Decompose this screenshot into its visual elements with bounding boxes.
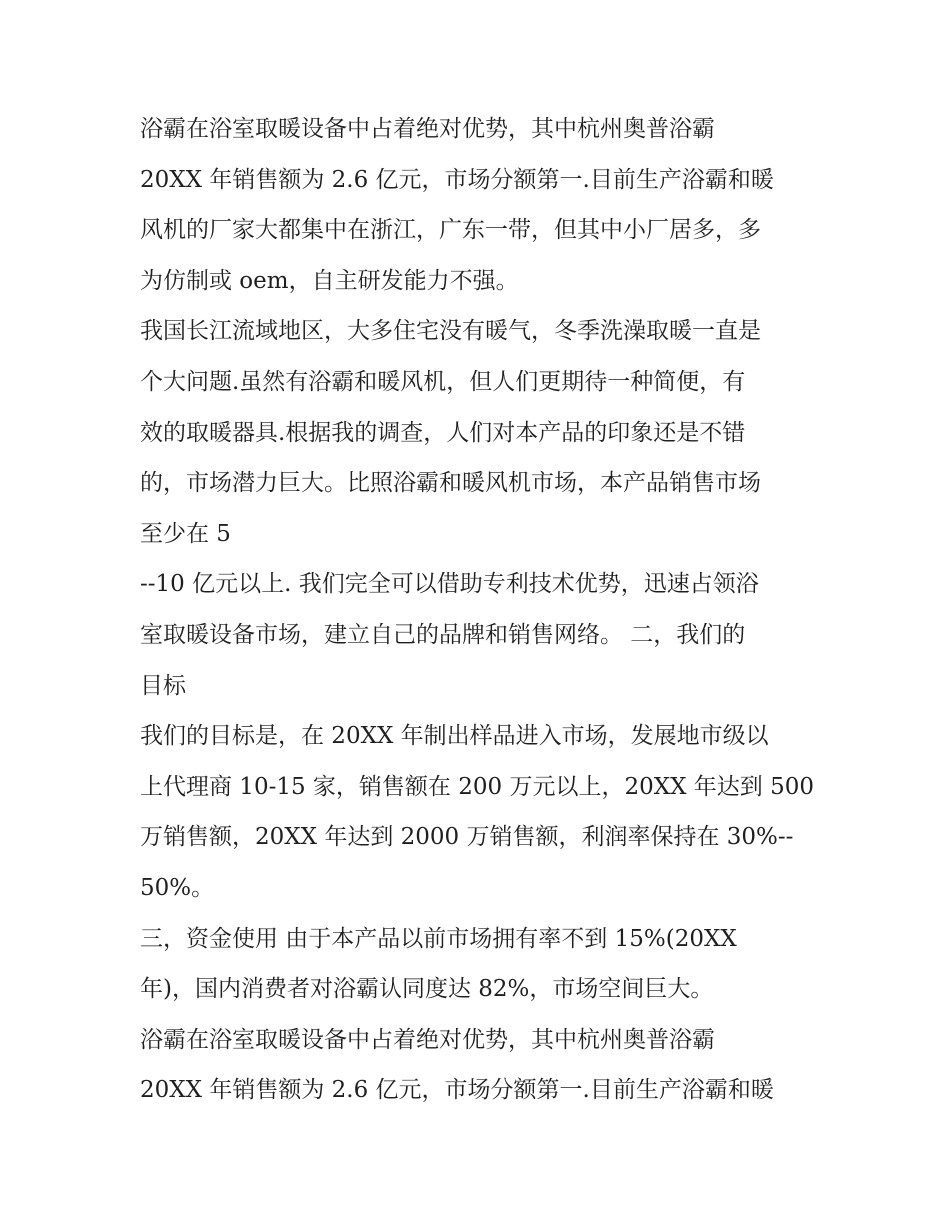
- text-line: --10 亿元以上. 我们完全可以借助专利技术优势，迅速占领浴: [140, 571, 759, 598]
- text-line: 风机的厂家大都集中在浙江，广东一带，但其中小厂居多，多: [140, 217, 761, 244]
- text-line: 目标: [140, 672, 186, 699]
- text-line: 50%。: [140, 874, 215, 901]
- text-line: 至少在 5: [140, 520, 231, 547]
- text-line: 个大问题.虽然有浴霸和暖风机，但人们更期待一种简便，有: [140, 368, 746, 395]
- document-body: [140, 104, 830, 1116]
- text-line: 的，市场潜力巨大。比照浴霸和暖风机市场，本产品销售市场: [140, 470, 761, 497]
- text-line: 我国长江流域地区，大多住宅没有暖气，冬季洗澡取暖一直是: [140, 318, 761, 345]
- text-line: 浴霸在浴室取暖设备中占着绝对优势，其中杭州奥普浴霸: [140, 1026, 715, 1053]
- text-line: 20XX 年销售额为 2.6 亿元，市场分额第一.目前生产浴霸和暖: [140, 1077, 774, 1104]
- text-line: 室取暖设备市场，建立自己的品牌和销售网络。 二，我们的: [140, 621, 746, 648]
- text-line: 效的取暖器具.根据我的调查，人们对本产品的印象还是不错: [140, 419, 746, 446]
- text-line: 浴霸在浴室取暖设备中占着绝对优势，其中杭州奥普浴霸: [140, 116, 715, 142]
- text-line: 为仿制或 oem，自主研发能力不强。: [140, 267, 519, 294]
- text-line: 我们的目标是，在 20XX 年制出样品进入市场，发展地市级以: [140, 723, 769, 750]
- text-line: 万销售额，20XX 年达到 2000 万销售额，利润率保持在 30%--: [140, 824, 794, 851]
- text-line: 年)，国内消费者对浴霸认同度达 82%，市场空间巨大。: [140, 976, 714, 1003]
- text-line: 三，资金使用 由于本产品以前市场拥有率不到 15%(20XX: [140, 925, 737, 952]
- text-line: 20XX 年销售额为 2.6 亿元，市场分额第一.目前生产浴霸和暖: [140, 166, 774, 193]
- text-line: 上代理商 10-15 家，销售额在 200 万元以上，20XX 年达到 500: [140, 773, 814, 800]
